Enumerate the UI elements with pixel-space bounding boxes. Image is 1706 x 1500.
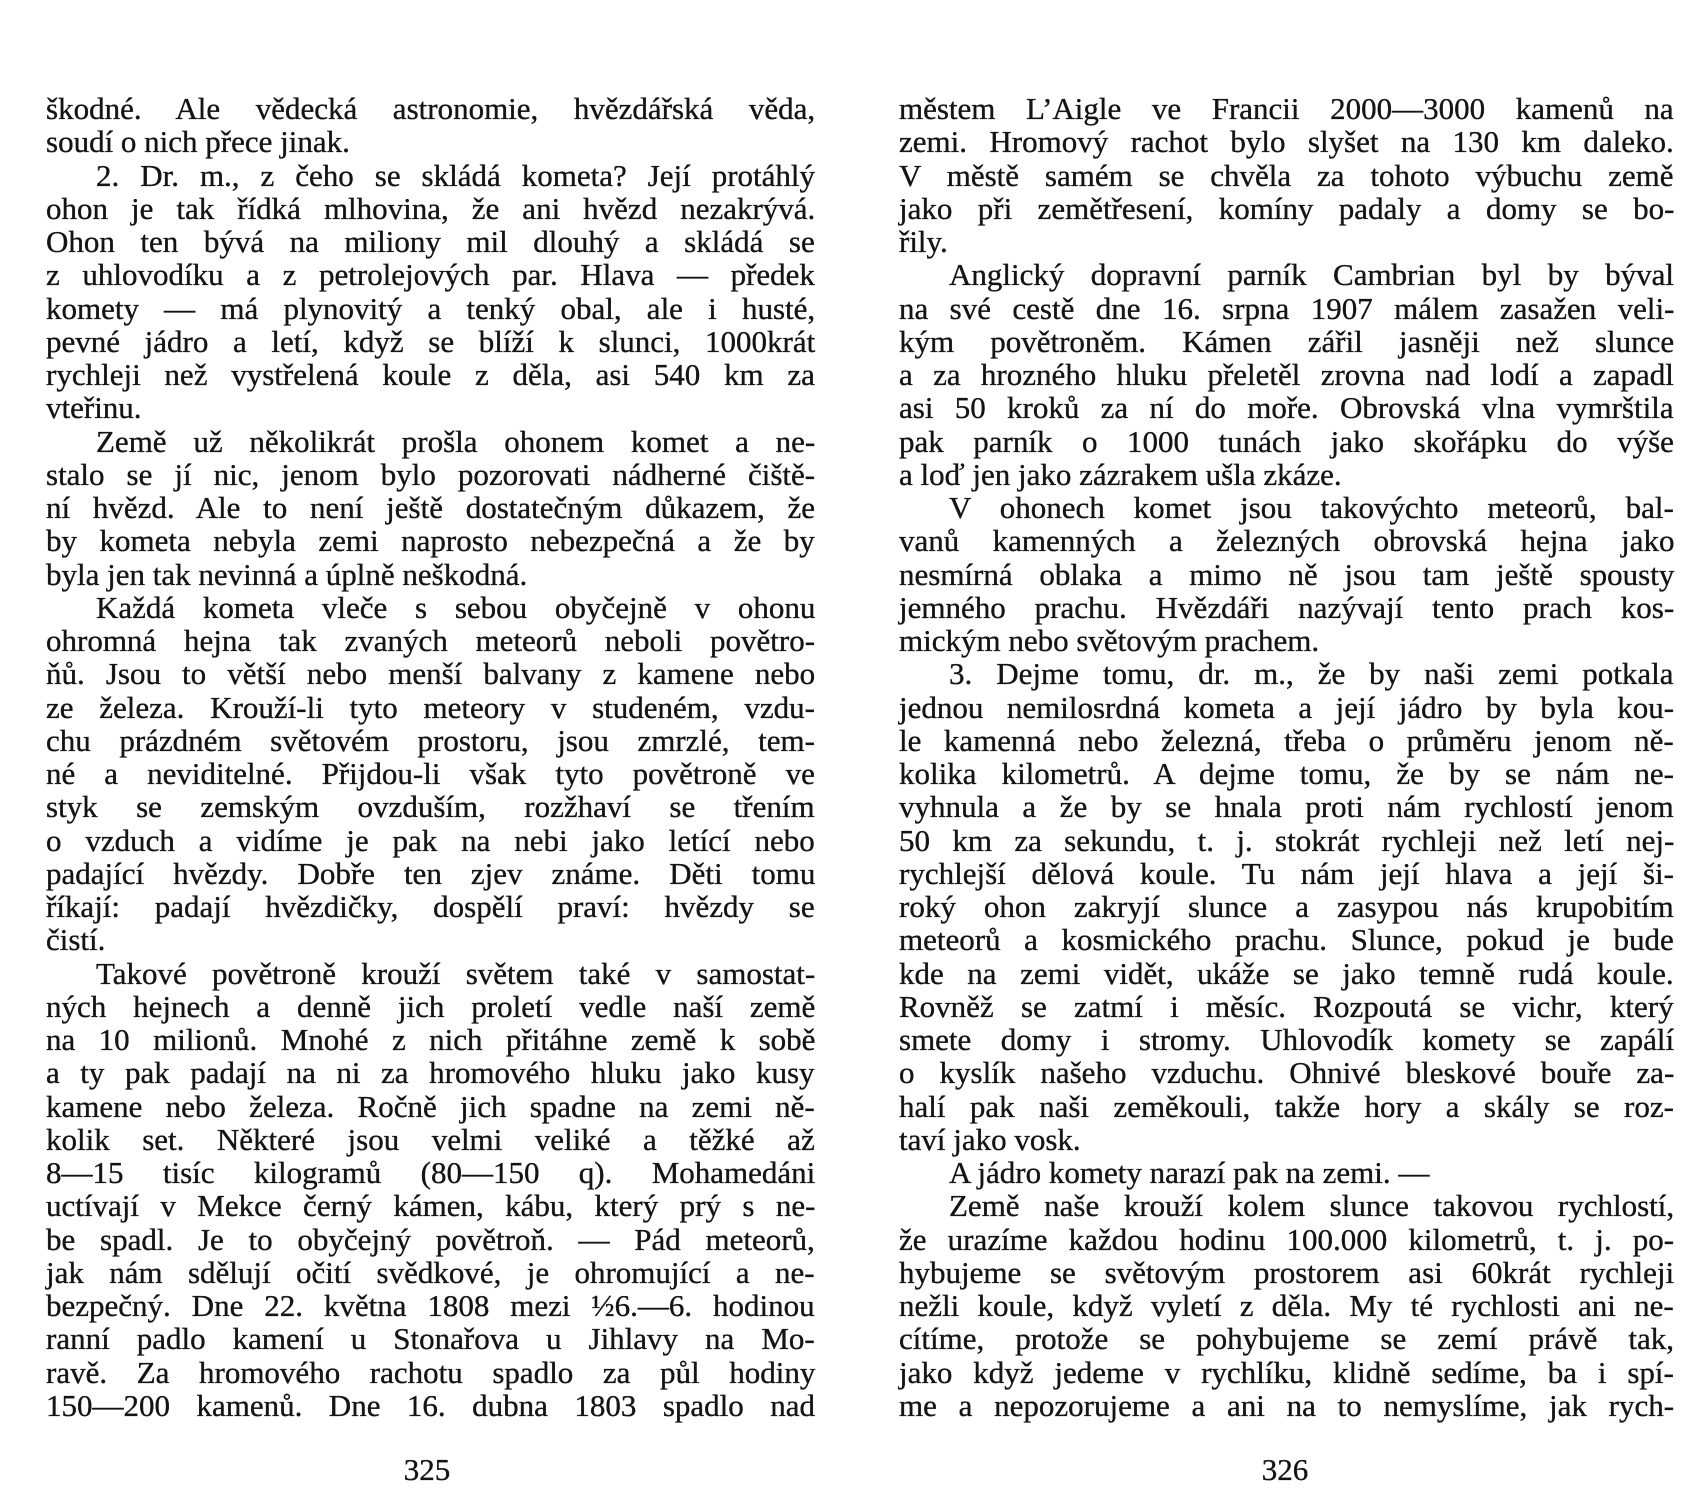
text-line: jednou nemilosrdná kometa a její jádro by byla kou- <box>899 689 1675 725</box>
text-line: a za hrozného hluku přeletěl zrovna nad lodí a zapadl <box>899 357 1674 392</box>
text-line: 50 km za sekundu, t. j. stokrát rychleji než letí nej- <box>899 822 1675 858</box>
text-line: o vzduch a vidíme je pak na nebi jako letící nebo <box>46 822 815 858</box>
text-line: ných hejnech a denně jich proletí vedle naší země <box>46 988 816 1024</box>
text-line: kolik set. Některé jsou velmi veliké a těžké až <box>46 1121 815 1157</box>
text-line: čistí. <box>46 922 106 958</box>
paragraph <box>899 1189 1674 1422</box>
text-line: vteřinu. <box>46 390 142 426</box>
text-line: Každá kometa vleče s sebou obyčejně v ohonu <box>96 589 816 625</box>
text-line: mickým nebo světovým prachem. <box>899 623 1320 658</box>
page-number-left: 325 <box>403 1452 451 1487</box>
text-line: uctívají v Mekce černý kámen, kábu, který prý s ne- <box>46 1188 816 1224</box>
text-line: městem L’Aigle ve Francii 2000—3000 kamenů na <box>899 91 1674 126</box>
text-line: ohromná hejna tak zvaných meteorů neboli povětro- <box>46 623 816 658</box>
text-line: 150—200 kamenů. Dne 16. dubna 1803 spadlo nad <box>46 1387 815 1423</box>
paragraph <box>46 591 815 957</box>
text-line: o kyslík našeho vzduchu. Ohnivé bleskové bouře za- <box>899 1055 1675 1091</box>
paragraph <box>899 92 1674 258</box>
text-line: Země naše krouží kolem slunce takovou rychlostí, <box>949 1188 1675 1224</box>
text-line: říkají: padají hvězdičky, dospělí praví: hvězdy se <box>46 889 815 924</box>
text-line: ranní padlo kamení u Stonařova u Jihlavy na Mo- <box>46 1321 815 1357</box>
text-line: a ty pak padají na ni za hromového hluku jako kusy <box>46 1055 815 1091</box>
text-line: Země už několikrát prošla ohonem komet a ne- <box>96 423 816 459</box>
paragraph <box>899 657 1674 1156</box>
text-line: by kometa nebyla zemi naprosto nebezpečná a že by <box>46 523 815 559</box>
text-line: roký ohon zakryjí slunce a zasypou nás krupobitím <box>899 889 1674 924</box>
left-page-text <box>46 92 815 1422</box>
text-line: pak parník o 1000 tunách jako skořápku do výše <box>899 423 1674 459</box>
text-line: V městě samém se chvěla za tohoto výbuchu země <box>899 157 1674 193</box>
paragraph <box>899 258 1674 491</box>
text-line: ní hvězd. Ale to není ještě dostatečným důkazem, že <box>46 490 816 525</box>
text-line: ravě. Za hromového rachotu spadlo za půl hodiny <box>46 1354 816 1390</box>
text-line: asi 50 kroků za ní do moře. Obrovská vlna vymrštila <box>899 390 1674 426</box>
text-line: me a nepozorujeme a ani na to nemyslíme, jak rych- <box>899 1387 1675 1423</box>
text-line: zemi. Hromový rachot bylo slyšet na 130 km daleko. <box>899 124 1674 160</box>
text-line: taví jako vosk. <box>899 1121 1081 1157</box>
paragraph <box>46 425 815 591</box>
paragraph <box>46 957 815 1423</box>
text-line: le kamenná nebo železná, třeba o průměru jenom ně- <box>899 722 1674 758</box>
text-line: nesmírná oblaka a mimo ně jsou tam ještě spousty <box>899 556 1675 592</box>
text-line: nežli koule, když vyletí z děla. My té rychlosti ani ne- <box>899 1288 1674 1323</box>
text-line: padající hvězdy. Dobře ten zjev známe. Děti tomu <box>46 855 816 891</box>
text-line: jako když jedeme v rychlíku, klidně sedíme, ba i spí- <box>899 1354 1674 1390</box>
page-number-right: 326 <box>1261 1452 1309 1487</box>
text-line: soudí o nich přece jinak. <box>46 124 350 160</box>
text-line: 8—15 tisíc kilogramů (80—150 q). Mohamedáni <box>46 1155 816 1190</box>
text-line: chu prázdném světovém prostoru, jsou zmrzlé, tem- <box>46 722 815 758</box>
text-line: smete domy i stromy. Uhlovodík komety se zapálí <box>899 1022 1675 1057</box>
text-line: Rovněž se zatmí i měsíc. Rozpoutá se vichr, který <box>899 988 1674 1024</box>
text-line: ňů. Jsou to větší nebo menší balvany z kamene nebo <box>46 656 816 692</box>
text-line: kde na zemi vidět, ukáže se jako temně rudá koule. <box>899 955 1674 991</box>
text-line: kým povětroněm. Kámen zářil jasněji než slunce <box>899 323 1675 359</box>
text-line: na své cestě dne 16. srpna 1907 málem zasažen veli- <box>899 290 1675 326</box>
text-line: kolika kilometrů. A dejme tomu, že by se nám ne- <box>899 756 1675 791</box>
text-line: ohon je tak řídká mlhovina, že ani hvězd nezakrývá. <box>46 190 816 226</box>
paragraph <box>899 1156 1674 1189</box>
text-line: be spadl. Je to obyčejný povětroň. — Pád meteorů, <box>46 1221 815 1257</box>
text-line: Takové povětroně krouží světem také v samostat- <box>96 955 816 991</box>
text-line: jemného prachu. Hvězdáři nazývají tento prach kos- <box>899 589 1675 625</box>
paragraph <box>46 159 815 425</box>
text-line: vanů kamenných a železných obrovská hejna jako <box>899 523 1675 559</box>
text-line: cítíme, protože se pohybujeme se zemí právě tak, <box>899 1321 1675 1357</box>
text-line: na 10 milionů. Mnohé z nich přitáhne země k sobě <box>46 1022 816 1057</box>
text-line: pevné jádro a letí, když se blíží k slunci, 1000krát <box>46 323 816 359</box>
text-line: vyhnula a že by se hnala proti nám rychlostí jenom <box>899 789 1674 825</box>
text-line: Anglický dopravní parník Cambrian byl by býval <box>949 257 1674 293</box>
text-line: ze železa. Krouží-li tyto meteory v studeném, vzdu- <box>46 689 815 725</box>
text-line: V ohonech komet jsou takovýchto meteorů, bal- <box>949 490 1674 525</box>
text-line: z uhlovodíku a z petrolejových par. Hlava — předek <box>46 257 815 293</box>
text-line: meteorů a kosmického prachu. Slunce, pokud je bude <box>899 922 1674 958</box>
text-line: A jádro komety narazí pak na zemi. — <box>949 1155 1430 1190</box>
text-line: stalo se jí nic, jenom bylo pozorovati nádherné čiště- <box>46 456 816 492</box>
text-line: hybujeme se světovým prostorem asi 60krát rychleji <box>899 1254 1675 1290</box>
text-line: že urazíme každou hodinu 100.000 kilometrů, t. j. po- <box>899 1221 1675 1257</box>
text-line: byla jen tak nevinná a úplně neškodná. <box>46 556 528 592</box>
text-line: rychlejší dělová koule. Tu nám její hlava a její ši- <box>899 855 1674 891</box>
text-line: né a neviditelné. Přijdou-li však tyto povětroně ve <box>46 756 815 791</box>
text-line: bezpečný. Dne 22. května 1808 mezi ½6.—6. hodinou <box>46 1288 815 1323</box>
text-line: 3. Dejme tomu, dr. m., že by naši zemi potkala <box>949 656 1674 692</box>
text-line: komety — má plynovitý a tenký obal, ale i husté, <box>46 290 816 326</box>
text-line: styk se zemským ovzduším, rozžhaví se třením <box>46 789 815 825</box>
text-line: Ohon ten bývá na miliony mil dlouhý a skládá se <box>46 224 815 259</box>
text-line: jako při zemětřesení, komíny padaly a domy se bo- <box>899 190 1675 226</box>
text-line: škodné. Ale vědecká astronomie, hvězdářská věda, <box>46 91 816 126</box>
text-line: řily. <box>899 224 948 259</box>
text-line: halí pak naši zeměkouli, takže hory a skály se roz- <box>899 1088 1674 1124</box>
text-line: 2. Dr. m., z čeho se skládá kometa? Její protáhlý <box>96 157 816 193</box>
text-line: a loď jen jako zázrakem ušla zkáze. <box>899 456 1342 492</box>
text-line: kamene nebo železa. Ročně jich spadne na zemi ně- <box>46 1088 815 1124</box>
paragraph <box>899 491 1674 657</box>
right-page-text <box>899 92 1674 1422</box>
text-line: jak nám sdělují očití svědkové, je ohromující a ne- <box>46 1254 815 1290</box>
paragraph <box>46 92 815 159</box>
text-line: rychleji než vystřelená koule z děla, asi 540 km za <box>46 357 815 392</box>
